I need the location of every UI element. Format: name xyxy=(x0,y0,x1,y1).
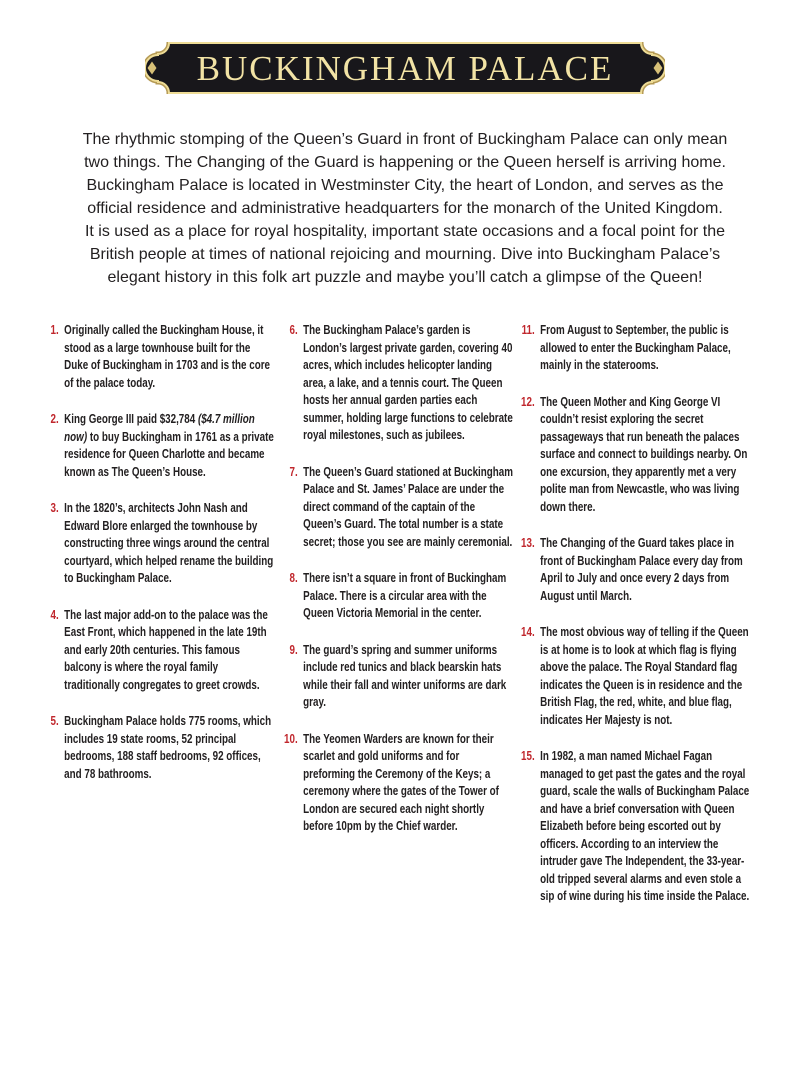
intro-line: official residence and administrative headquarters for the monarch of the United Kingdom. xyxy=(87,200,723,217)
fact-text: King George III paid $32,784 ($4.7 million now) to buy Buckingham in 1761 as a private residence for Queen Charlotte and became known as The Queen’s House. xyxy=(64,412,274,479)
fact-item xyxy=(279,731,513,836)
fact-item xyxy=(516,624,750,729)
page-title: BUCKINGHAM PALACE xyxy=(196,48,614,88)
fact-text: The last major add-on to the palace was the East Front, which happened in the late 19th and early 20th centuries. This famous balcony is where the royal family traditionally congregates to greet crowds. xyxy=(64,607,268,692)
fact-text: The Yeomen Warders are known for their scarlet and gold uniforms and for preforming the Ceremony of the Keys; a ceremony where the gates of the Tower of London are secured each night shortly before 10pm by the Chief warder. xyxy=(303,731,499,833)
facts-column-2 xyxy=(279,322,513,855)
fact-text: In the 1820’s, architects John Nash and Edward Blore enlarged the townhouse by constructing three wings around the central courtyard, which helped rename the building to Buckingham Palace. xyxy=(64,501,274,585)
fact-number: 12. xyxy=(521,394,535,409)
fact-number: 10. xyxy=(284,731,298,746)
title-banner xyxy=(145,42,665,94)
fact-number: 11. xyxy=(521,323,535,337)
facts-column-3 xyxy=(516,322,750,925)
fact-item xyxy=(279,322,513,445)
fact-item xyxy=(279,642,513,712)
fact-text: There isn’t a square in front of Buckingham Palace. There is a circular area with the Queen Victoria Memorial in the center. xyxy=(303,571,507,620)
page xyxy=(0,42,810,1068)
fact-number: 3. xyxy=(50,501,59,515)
fact-item xyxy=(516,394,750,517)
fact-number: 8. xyxy=(289,571,298,585)
fact-number: 9. xyxy=(289,642,298,657)
fact-number: 15. xyxy=(521,749,535,763)
fact-item xyxy=(279,464,513,552)
fact-item xyxy=(40,322,274,392)
fact-item xyxy=(279,570,513,623)
intro-line: Buckingham Palace is located in Westminster City, the heart of London, and serves as the xyxy=(86,177,724,194)
fact-text: In 1982, a man named Michael Fagan managed to get past the gates and the royal guard, scale the walls of Buckingham Palace and have a brief conversation with Queen Elizabeth before being escorted out by officers. According to an interview the intruder gave The Independent, the 33-year-old tripped several alarms and even stole a sip of wine during his time inside the Palace. xyxy=(540,749,750,903)
fact-item xyxy=(40,500,274,588)
fact-number: 13. xyxy=(521,536,535,550)
fact-number: 5. xyxy=(50,714,59,728)
fact-number: 2. xyxy=(50,412,59,426)
fact-text: The most obvious way of telling if the Queen is at home is to look at which flag is flying above the palace. The Royal Standard flag indicates the Queen is in residence and the British Flag, the red, white, and blue flag, indicates Her Majesty is not. xyxy=(540,625,749,727)
fact-number: 14. xyxy=(521,625,535,639)
fact-item xyxy=(40,713,274,783)
intro-line: The rhythmic stomping of the Queen’s Guard in front of Buckingham Palace can only mean xyxy=(82,131,728,148)
fact-text: The guard’s spring and summer uniforms include red tunics and black bearskin hats while their fall and winter uniforms are dark gray. xyxy=(303,642,507,709)
fact-number: 4. xyxy=(50,607,59,622)
fact-item xyxy=(516,748,750,906)
fact-text: The Buckingham Palace’s garden is London’s largest private garden, covering 40 acres, which includes helicopter landing area, a lake, and a tennis court. The Queen hosts her annual garden parties each summer, holding large functions to celebrate royal milestones, such as jubilees. xyxy=(303,323,513,442)
fact-item xyxy=(40,607,274,695)
intro-line: two things. The Changing of the Guard is happening or the Queen herself is arriving home. xyxy=(84,154,726,171)
fact-text: The Queen’s Guard stationed at Buckingham Palace and St. James’ Palace are under the direct command of the captain of the Queen’s Guard. The total number is a state secret; those you see are mainly ceremonial. xyxy=(303,464,513,549)
fact-text: Buckingham Palace holds 775 rooms, which includes 19 state rooms, 52 principal bedrooms, 188 staff bedrooms, 92 offices, and 78 bathrooms. xyxy=(64,714,272,781)
intro-line: elegant history in this folk art puzzle and maybe you’ll catch a glimpse of the Queen! xyxy=(107,269,703,286)
fact-number: 7. xyxy=(289,464,298,479)
fact-item xyxy=(516,322,750,375)
fact-text: From August to September, the public is allowed to enter the Buckingham Palace, mainly in the staterooms. xyxy=(540,323,731,372)
fact-text: The Changing of the Guard takes place in front of Buckingham Palace every day from April to July and once every 2 days from August until March. xyxy=(540,536,743,603)
fact-item xyxy=(40,411,274,481)
fact-number: 6. xyxy=(289,323,298,337)
facts-column-1 xyxy=(40,322,274,802)
intro-line: British people at times of national rejoicing and mourning. Dive into Buckingham Palace’s xyxy=(89,246,721,263)
fact-text: Originally called the Buckingham House, it stood as a large townhouse built for the Duke of Buckingham in 1703 and is the core of the palace today. xyxy=(64,323,270,390)
intro-line: It is used as a place for royal hospitality, important state occasions and a focal point for the xyxy=(84,223,726,240)
fact-item xyxy=(516,535,750,605)
facts-list xyxy=(0,322,810,992)
fact-number: 1. xyxy=(50,323,59,337)
intro-paragraph xyxy=(25,128,785,289)
fact-text: The Queen Mother and King George VI couldn’t resist exploring the secret passageways that run beneath the palaces surface and connect to buildings nearby. On one excursion, they apparently met a very polite man from Newcastle, who was living down there. xyxy=(540,394,748,514)
